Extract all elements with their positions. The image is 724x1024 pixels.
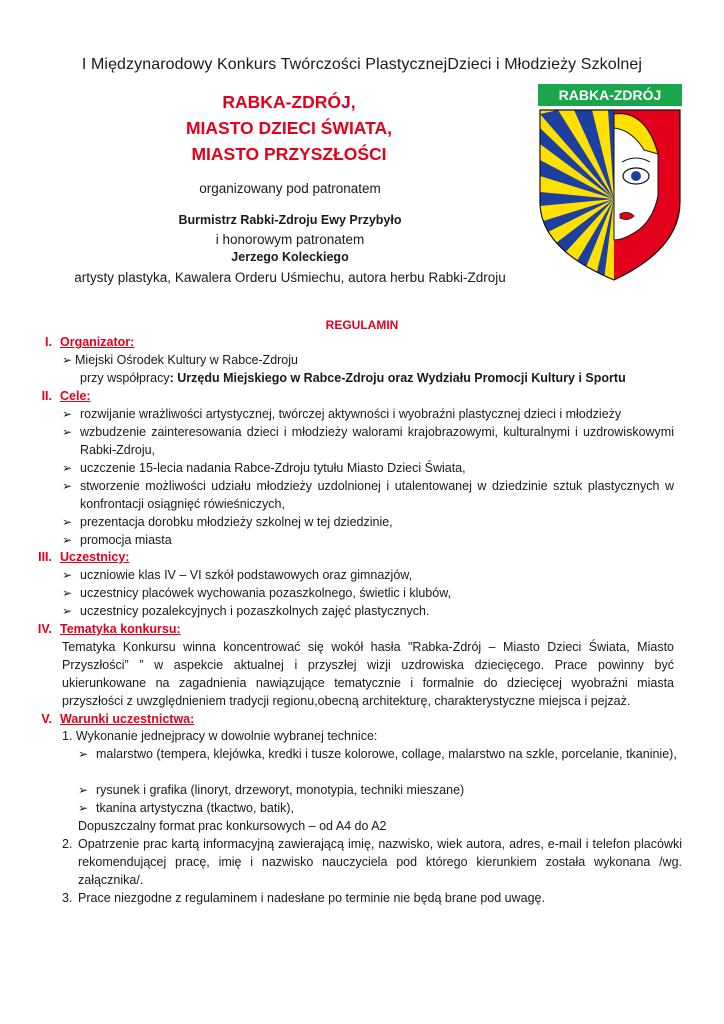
- organizer-item: ➢ Miejski Ośrodek Kultury w Rabce-Zdroju: [62, 353, 298, 367]
- arrow-bullet-icon: ➢: [62, 353, 73, 367]
- arrow-bullet-icon: ➢: [62, 407, 73, 421]
- arrow-bullet-icon: ➢: [62, 568, 73, 582]
- arrow-bullet-icon: ➢: [62, 479, 73, 493]
- contest-name: I Międzynarodowy Konkurs Twórczości PlastycznejDzieci i Młodzieży Szkolnej: [81, 56, 643, 73]
- format-note: Dopuszczalny format prac konkursowych – od A4 do A2: [78, 819, 387, 833]
- goal-item-2: ➢ wzbudzenie zainteresowania dzieci i młodzieży walorami krajobrazowymi, kulturalnymi i uzdrowiskowymi Rabki-Zdroju,: [62, 425, 674, 457]
- arrow-bullet-icon: ➢: [78, 783, 89, 797]
- condition-3-number: 3.: [62, 891, 73, 905]
- patron-text: Burmistrz Rabki-Zdroju Ewy Przybyło: [178, 213, 402, 227]
- rabka-zdroj-logo: [534, 84, 686, 284]
- arrow-bullet-icon: ➢: [62, 461, 73, 475]
- section-1-heading: I. Organizator:: [45, 335, 135, 349]
- arrow-bullet-icon: ➢: [62, 533, 73, 547]
- condition-2: Opatrzenie prac kartą informacyjną zawierającą imię, nazwisko, wiek autora, adres, e-mail i telefon placówki rekomendującej pracę, imię i nazwisko nauczyciela pod którego kierunkiem została wykonana /wg. załącznika/.: [78, 837, 682, 887]
- goal-item-4: ➢ stworzenie możliwości udziału młodzieży uzdolnionej i utalentowanej w dziedzinie sztuk plastycznych w konfrontacji osiągnięć rówieśniczych,: [62, 479, 674, 511]
- condition-2-number: 2.: [62, 837, 73, 851]
- artist-description: artysty plastyka, Kawalera Orderu Uśmiechu, autora herbu Rabki-Zdroju: [74, 270, 506, 285]
- technique-item-3: ➢ tkanina artystyczna (tkactwo, batik),: [78, 801, 294, 815]
- condition-1: 1. Wykonanie jednejpracy w dowolnie wybranej technice:: [62, 729, 378, 743]
- logo-text: RABKA-ZDRÓJ: [558, 87, 662, 103]
- organized-text: organizowany pod patronatem: [199, 181, 381, 196]
- goal-item-5: ➢ prezentacja dorobku młodzieży szkolnej w tej dziedzinie,: [62, 515, 393, 529]
- title-line-3: MIASTO PRZYSZŁOŚCI: [191, 144, 387, 164]
- honorary-name: Jerzego Koleckiego: [231, 250, 349, 264]
- title-line-2: MIASTO DZIECI ŚWIATA,: [185, 118, 393, 138]
- section-4-heading: IV. Tematyka konkursu:: [37, 622, 181, 636]
- topic-paragraph: Tematyka Konkursu winna koncentrować się wokół hasła "Rabka-Zdrój – Miasto Dzieci Świata, Miasto Przyszłości” ” w aspekcie aktualnej i przyszłej wizji uzdrowiska dziecięcego. Prace powinny być ukierunkowane na zagadnienia nawiązujące tematycznie i formalnie do dziecięcej wyobraźni miasta przyszłości z uwzględnieniem tradycji regionu,obecną architekturę, charakterystyczne miejsca i pejzaż.: [62, 640, 674, 708]
- arrow-bullet-icon: ➢: [62, 586, 73, 600]
- arrow-bullet-icon: ➢: [62, 425, 73, 439]
- technique-item-2: ➢ rysunek i grafika (linoryt, drzeworyt, monotypia, techniki mieszane): [78, 783, 465, 797]
- arrow-bullet-icon: ➢: [78, 747, 89, 761]
- participant-item-1: ➢ uczniowie klas IV – VI szkół podstawowych oraz gimnazjów,: [62, 568, 413, 582]
- section-3-heading: III. Uczestnicy:: [38, 550, 130, 564]
- title-line-1: RABKA-ZDRÓJ,: [222, 92, 356, 112]
- cooperation-line: przy współpracy: Urzędu Miejskiego w Rabce-Zdroju oraz Wydziału Promocji Kultury i Sportu: [80, 371, 626, 385]
- goal-item-3: ➢ uczczenie 15-lecia nadania Rabce-Zdroju tytułu Miasto Dzieci Świata,: [62, 461, 466, 475]
- arrow-bullet-icon: ➢: [78, 801, 89, 815]
- arrow-bullet-icon: ➢: [62, 515, 73, 529]
- honorary-text: i honorowym patronatem: [215, 232, 365, 247]
- condition-3: Prace niezgodne z regulaminem i nadesłane po terminie nie będą brane pod uwagę.: [78, 891, 545, 905]
- technique-item-1: ➢ malarstwo (tempera, klejówka, kredki i tusze kolorowe, collage, malarstwo na szkle, porcelanie, tkaninie),: [78, 747, 677, 761]
- participant-item-2: ➢ uczestnicy placówek wychowania pozaszkolnego, świetlic i klubów,: [62, 586, 452, 600]
- section-5-heading: V. Warunki uczestnictwa:: [41, 712, 195, 726]
- goal-item-1: ➢ rozwijanie wrażliwości artystycznej, twórczej aktywności i wyobraźni plastycznej dzieci i młodzieży: [62, 407, 622, 421]
- regulamin-title: REGULAMIN: [325, 318, 399, 332]
- goal-item-6: ➢ promocja miasta: [62, 533, 172, 547]
- participant-item-3: ➢ uczestnicy pozalekcyjnych i pozaszkolnych zajęć plastycznych.: [62, 604, 430, 618]
- arrow-bullet-icon: ➢: [62, 604, 73, 618]
- section-2-heading: II. Cele:: [41, 389, 91, 403]
